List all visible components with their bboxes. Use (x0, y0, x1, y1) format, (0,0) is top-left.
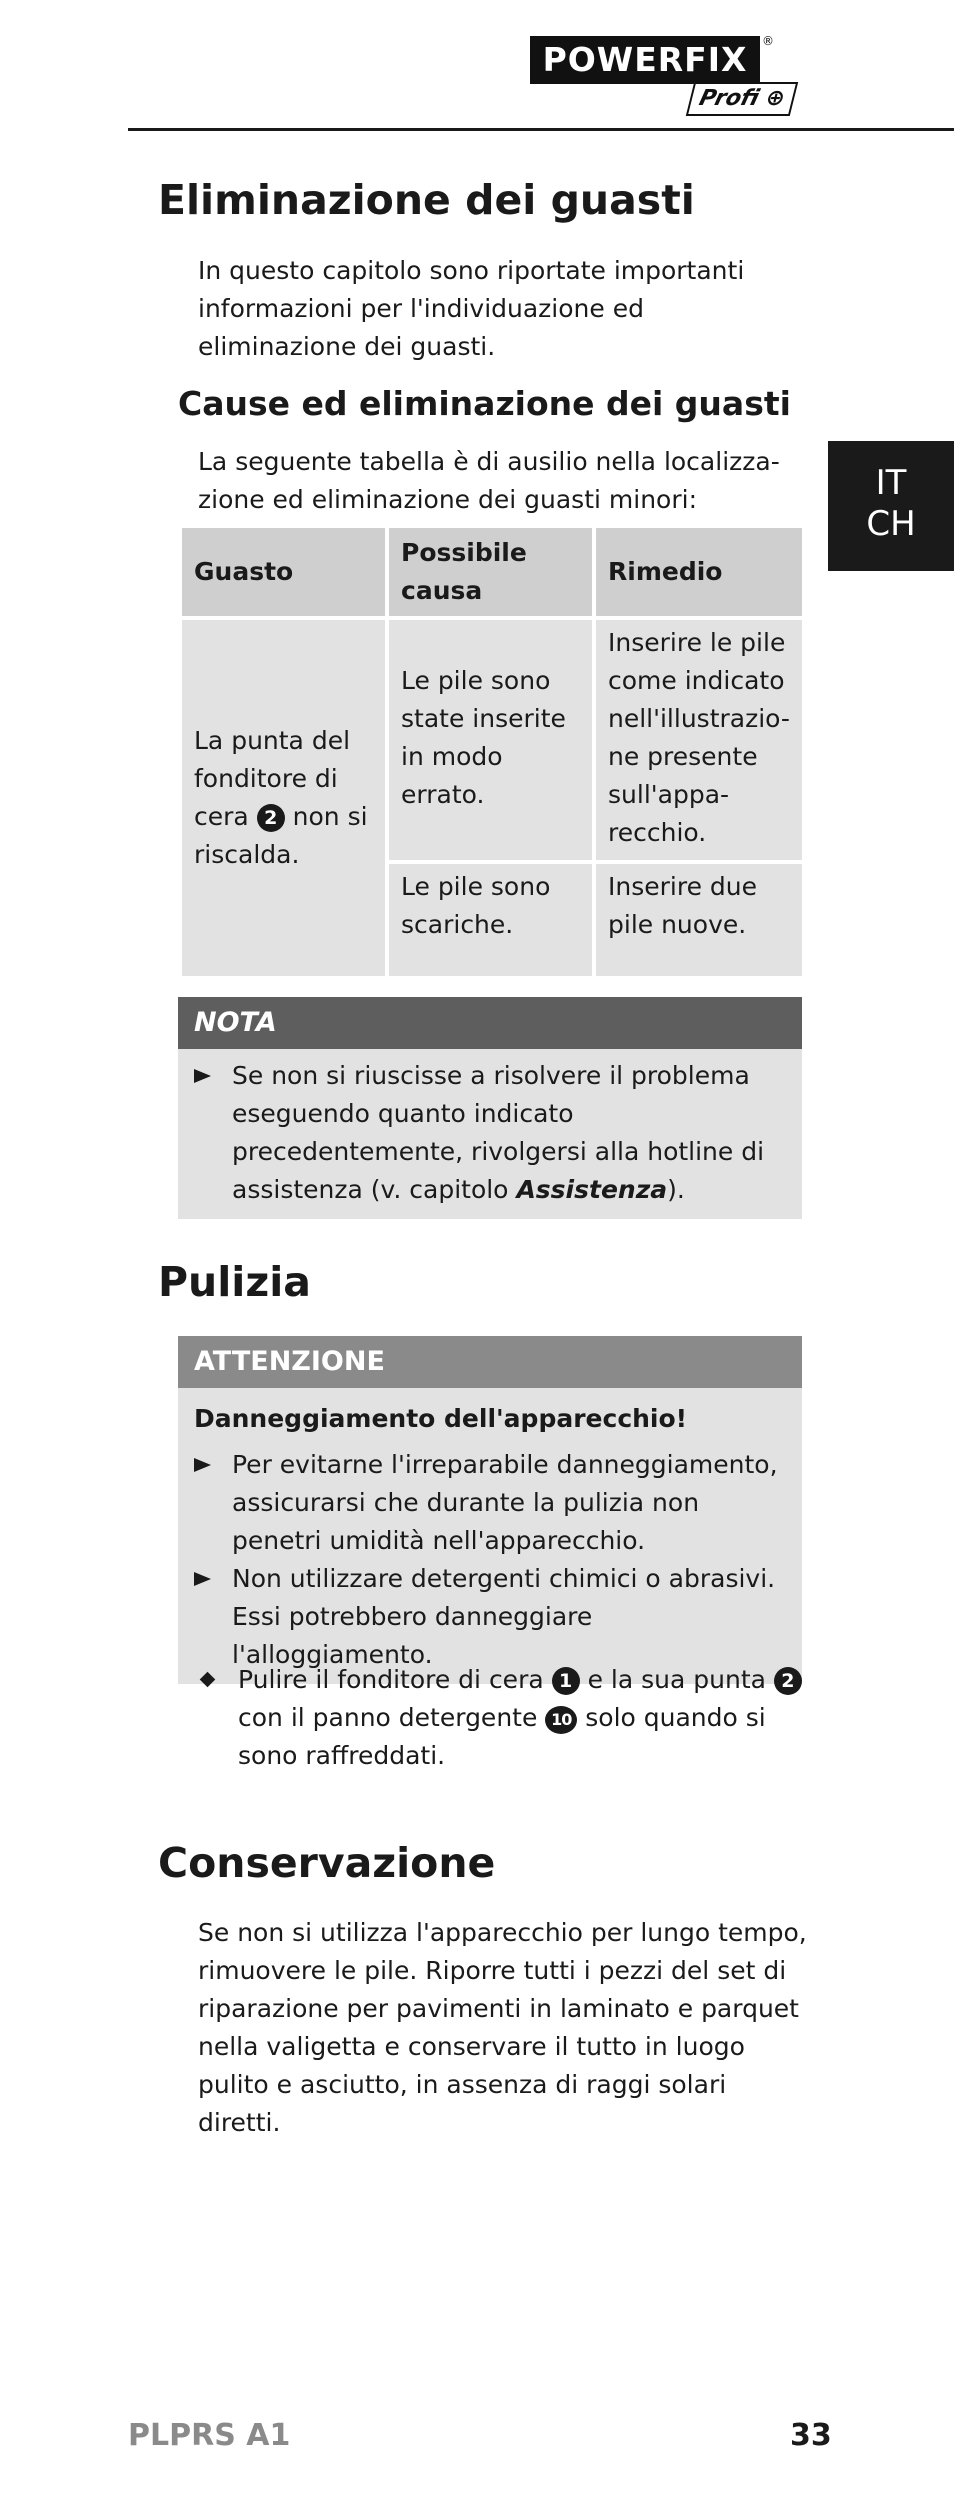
triangle-bullet-icon (194, 1458, 211, 1472)
list-item (194, 1057, 790, 1209)
note-text-emphasis: Assistenza (516, 1175, 668, 1204)
remedy-cell: Inserire le pile come indicato nell'illustrazio-ne presente sull'appa-recchio. (594, 618, 804, 862)
fault-text-end: non si riscalda. (194, 802, 368, 869)
triangle-bullet-icon (194, 1069, 211, 1083)
page-number: 33 (790, 2418, 832, 2453)
subsection-title-causes: Cause ed eliminazione dei guasti (178, 384, 791, 423)
column-header-fault: Guasto (180, 526, 387, 618)
brand-name: POWERFIX (530, 36, 760, 84)
list-item (198, 1661, 808, 1775)
triangle-bullet-icon (194, 1572, 211, 1586)
note-list (178, 1049, 802, 1219)
note-box (178, 997, 802, 1219)
table-row (180, 618, 804, 862)
brand-sub: Profi ⊕ (686, 82, 798, 116)
remedy-cell: Inserire due pile nuove. (594, 862, 804, 978)
note-label: NOTA (178, 997, 802, 1049)
warning-title: Danneggiamento dell'apparecchio! (194, 1404, 688, 1433)
diamond-bullet-icon (200, 1672, 216, 1688)
header-rule (128, 128, 954, 131)
part-number-badge: 10 (545, 1706, 577, 1734)
cause-cell: Le pile sono state inserite in modo errato. (387, 618, 594, 862)
registered-mark: ® (762, 34, 774, 48)
step-text: con il panno detergente (238, 1703, 538, 1732)
warning-item-text: Per evitarne l'irreparabile danneggiamento, assicurarsi che durante la pulizia non penetri umidità nell'apparecchio. (232, 1450, 778, 1555)
warning-list (178, 1438, 802, 1684)
troubleshooting-intro: In questo capitolo sono riportate importanti informazioni per l'individuazione ed eliminazione dei guasti. (198, 256, 745, 361)
warning-box (178, 1336, 802, 1684)
troubleshooting-table (178, 524, 806, 980)
storage-text: Se non si utilizza l'apparecchio per lungo tempo, rimuovere le pile. Riporre tutti i pezzi del set di riparazione per pavimenti in laminato e parquet nella valigetta e conservare il tutto in luogo pulito e asciutto, in assenza di raggi solari diretti. (198, 1918, 807, 2137)
step-text: e la sua punta (587, 1665, 766, 1694)
fault-text-start: La punta del fonditore di cera (194, 726, 351, 831)
cleaning-steps (198, 1661, 808, 1775)
footer-model: PLPRS A1 (128, 2418, 291, 2453)
part-number-badge: 2 (774, 1667, 802, 1695)
table-intro: La seguente tabella è di ausilio nella localizza-zione ed eliminazione dei guasti minori: (198, 447, 780, 514)
note-text-end: ). (667, 1175, 685, 1204)
list-item (194, 1560, 790, 1674)
note-text-start: Se non si riuscisse a risolvere il problema eseguendo quanto indicato precedentemente, rivolgersi alla hotline di assistenza (v. capitolo (232, 1061, 765, 1204)
list-item (194, 1446, 790, 1560)
fault-cell (180, 618, 387, 978)
column-header-remedy: Rimedio (594, 526, 804, 618)
section-title-troubleshooting: Eliminazione dei guasti (158, 176, 695, 224)
cause-cell: Le pile sono scariche. (387, 862, 594, 978)
section-title-cleaning: Pulizia (158, 1258, 311, 1306)
warning-label: ATTENZIONE (178, 1336, 802, 1388)
warning-item-text: Non utilizzare detergenti chimici o abrasivi. Essi potrebbero danneggiare l'alloggiamento. (232, 1564, 776, 1669)
lang-code-it: IT (875, 463, 907, 503)
lang-code-ch: CH (866, 504, 916, 544)
part-number-badge: 2 (257, 804, 285, 832)
table-header-row (180, 526, 804, 618)
step-text: Pulire il fonditore di cera (238, 1665, 544, 1694)
section-title-storage: Conservazione (158, 1839, 496, 1887)
step-text: solo quando si sono raffreddati. (238, 1703, 766, 1770)
column-header-cause: Possibile causa (387, 526, 594, 618)
language-tab (828, 441, 954, 571)
part-number-badge: 1 (552, 1667, 580, 1695)
brand-logo (530, 36, 800, 114)
